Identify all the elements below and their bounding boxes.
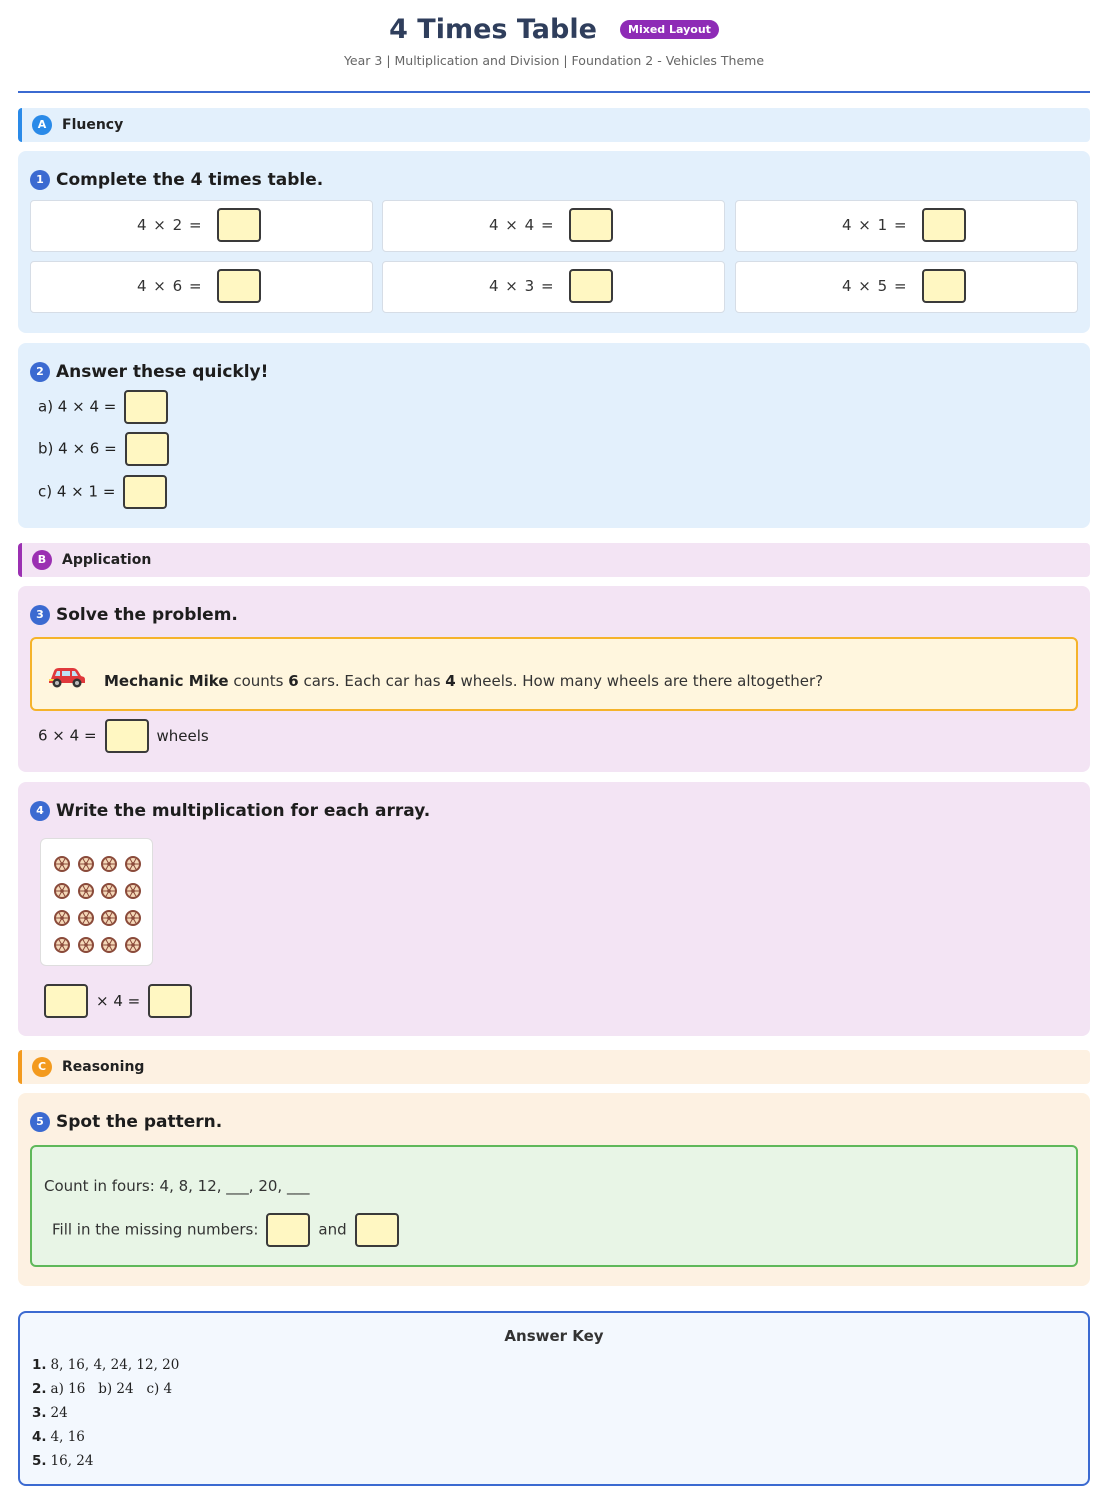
section-letter-b: B <box>32 550 52 570</box>
answer-box[interactable] <box>125 432 169 466</box>
question-number: 1 <box>30 170 50 190</box>
wheel-icon <box>124 882 142 900</box>
question-text: Complete the 4 times table. <box>56 169 324 190</box>
word-problem-text <box>104 672 823 690</box>
question-number: 2 <box>30 362 50 382</box>
answer-box[interactable] <box>217 208 261 242</box>
problem-text-part: counts <box>233 672 284 690</box>
question-text: Write the multiplication for each array. <box>56 800 431 821</box>
fill-label: Fill in the missing numbers: <box>52 1220 259 1239</box>
answer-row <box>32 1405 68 1421</box>
answer-row <box>32 1429 85 1445</box>
answer-text: 16, 24 <box>50 1453 94 1469</box>
question-number: 5 <box>30 1112 50 1132</box>
wheel-icon <box>100 936 118 954</box>
answer-row <box>32 1453 93 1469</box>
question-text: Solve the problem. <box>56 604 238 625</box>
wheel-icon <box>124 909 142 927</box>
problem-text-part: wheels. How many wheels are there altogether? <box>460 672 824 690</box>
question-3-heading <box>30 604 238 625</box>
section-application <box>18 543 1090 577</box>
wheel-icon <box>77 855 95 873</box>
question-4-heading <box>30 800 430 821</box>
header-divider <box>18 91 1090 93</box>
page-subtitle: Year 3 | Multiplication and Division | Foundation 2 - Vehicles Theme <box>343 53 765 68</box>
answer-number: 3. <box>32 1405 47 1421</box>
problem-equation <box>38 719 209 753</box>
question-1-heading <box>30 169 323 190</box>
equation-text: 6 × 4 = <box>38 726 97 745</box>
question-5-panel <box>18 1093 1090 1286</box>
question-number: 4 <box>30 801 50 821</box>
section-reasoning <box>18 1050 1090 1084</box>
question-1-panel <box>18 151 1090 333</box>
section-letter-a: A <box>32 115 52 135</box>
section-label-reasoning: Reasoning <box>62 1059 145 1075</box>
answer-number: 1. <box>32 1357 47 1373</box>
quick-question-c <box>38 475 167 509</box>
answer-number: 2. <box>32 1381 47 1397</box>
question-number: 3 <box>30 605 50 625</box>
wheel-icon <box>53 909 71 927</box>
times-table-expression: 4 × 4 = <box>489 216 555 234</box>
quick-question-expression: c) 4 × 1 = <box>38 482 116 501</box>
times-table-expression: 4 × 3 = <box>489 277 555 295</box>
wheel-icon <box>100 909 118 927</box>
answer-text: 4, 16 <box>50 1429 85 1445</box>
section-label-fluency: Fluency <box>62 117 124 133</box>
layout-badge: Mixed Layout <box>620 20 719 39</box>
answer-box[interactable] <box>148 984 192 1018</box>
title-row <box>0 14 1108 45</box>
answer-box[interactable] <box>569 269 613 303</box>
answer-text: a) 16 b) 24 c) 4 <box>50 1381 173 1397</box>
times-table-expression: 4 × 5 = <box>842 277 908 295</box>
and-label: and <box>318 1220 347 1239</box>
times-table-cell <box>30 261 373 313</box>
quick-question-expression: b) 4 × 6 = <box>38 439 117 458</box>
times-table-cell <box>382 200 725 252</box>
wheel-icon <box>53 936 71 954</box>
answer-box[interactable] <box>217 269 261 303</box>
wheel-icon <box>100 855 118 873</box>
answer-number: 5. <box>32 1453 47 1469</box>
problem-number: 6 <box>288 672 299 690</box>
question-2-heading <box>30 361 268 382</box>
wheel-icon <box>77 909 95 927</box>
car-icon <box>48 663 86 689</box>
answer-box[interactable] <box>124 390 168 424</box>
character-name: Mechanic Mike <box>104 672 229 690</box>
answer-box[interactable] <box>105 719 149 753</box>
question-text: Answer these quickly! <box>56 361 269 382</box>
wheel-icon <box>77 936 95 954</box>
times-table-expression: 4 × 1 = <box>842 216 908 234</box>
problem-number: 4 <box>445 672 456 690</box>
times-table-cell <box>735 261 1078 313</box>
times-table-cell <box>30 200 373 252</box>
quick-question-a <box>38 390 168 424</box>
equation-text: × 4 = <box>96 991 141 1010</box>
section-letter-c: C <box>32 1057 52 1077</box>
section-label-application: Application <box>62 552 152 568</box>
quick-question-expression: a) 4 × 4 = <box>38 397 117 416</box>
wheel-array <box>40 838 153 966</box>
pattern-fill-row <box>52 1213 407 1247</box>
wheel-icon <box>53 882 71 900</box>
question-5-heading <box>30 1111 222 1132</box>
question-2-panel <box>18 343 1090 528</box>
answer-box[interactable] <box>922 208 966 242</box>
question-4-panel <box>18 782 1090 1036</box>
answer-text: 8, 16, 4, 24, 12, 20 <box>50 1357 180 1373</box>
answer-key <box>18 1311 1090 1486</box>
question-text: Spot the pattern. <box>56 1111 223 1132</box>
answer-box[interactable] <box>355 1213 399 1247</box>
times-table-cell <box>382 261 725 313</box>
times-table-expression: 4 × 6 = <box>137 277 203 295</box>
wheel-icon <box>77 882 95 900</box>
wheel-icon <box>124 936 142 954</box>
times-table-expression: 4 × 2 = <box>137 216 203 234</box>
problem-text-part: cars. Each car has <box>303 672 441 690</box>
times-table-cell <box>735 200 1078 252</box>
wheel-icon <box>124 855 142 873</box>
pattern-box <box>30 1145 1078 1267</box>
answer-number: 4. <box>32 1429 47 1445</box>
pattern-sequence: Count in fours: 4, 8, 12, ___, 20, ___ <box>44 1177 310 1195</box>
answer-box[interactable] <box>266 1213 310 1247</box>
answer-row <box>32 1357 179 1373</box>
word-problem-box <box>30 637 1078 711</box>
array-equation <box>44 984 192 1018</box>
answer-box[interactable] <box>569 208 613 242</box>
unit-label: wheels <box>156 726 209 745</box>
worksheet-header <box>0 0 1108 92</box>
question-3-panel <box>18 586 1090 772</box>
answer-box[interactable] <box>123 475 167 509</box>
wheel-icon <box>100 882 118 900</box>
wheel-icon <box>53 855 71 873</box>
page-title: 4 Times Table <box>389 14 597 45</box>
answer-key-title: Answer Key <box>504 1327 604 1345</box>
answer-row <box>32 1381 172 1397</box>
answer-box[interactable] <box>44 984 88 1018</box>
quick-question-b <box>38 432 169 466</box>
section-fluency <box>18 108 1090 142</box>
answer-box[interactable] <box>922 269 966 303</box>
answer-text: 24 <box>50 1405 68 1421</box>
